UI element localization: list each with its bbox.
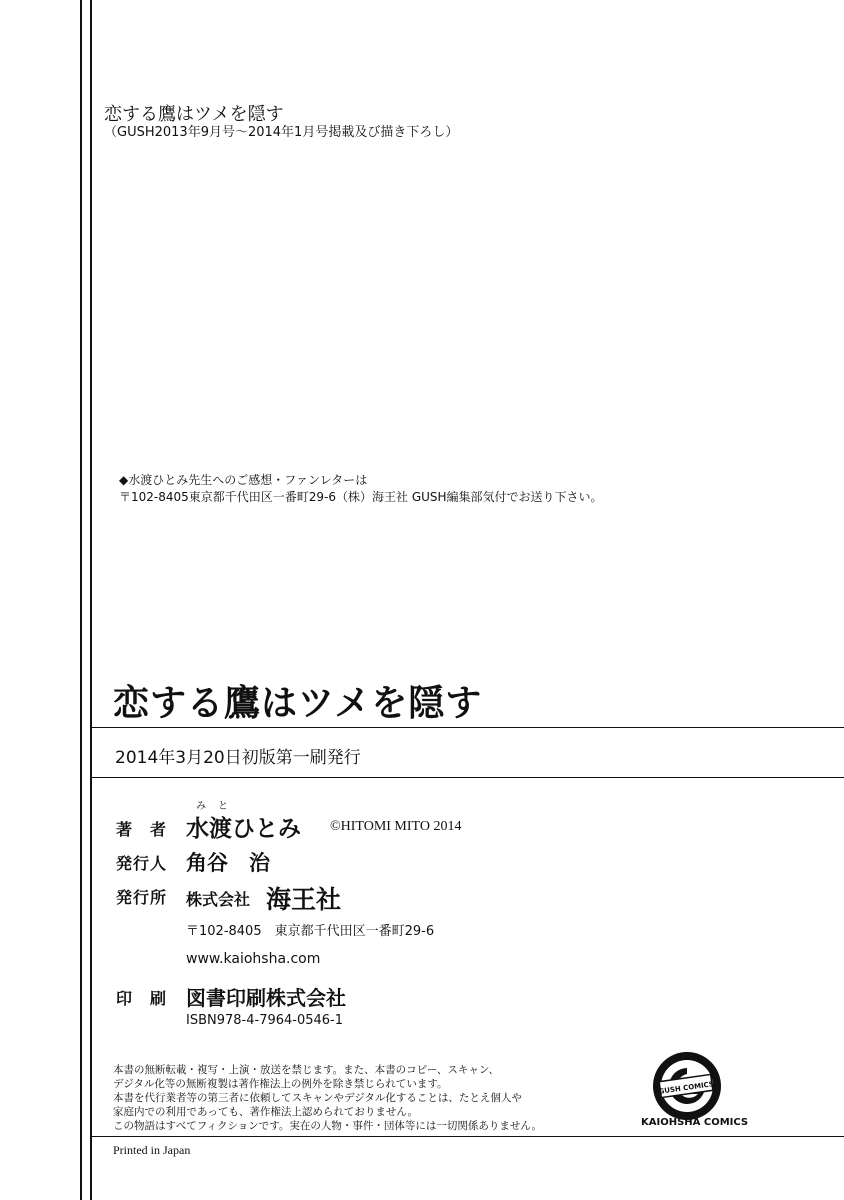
title-divider [90, 727, 844, 728]
left-border-inner [90, 0, 92, 1200]
legal-notice: 本書を代行業者等の第三者に依頼してスキャンやデジタル化することは、たとえ個人や [113, 1092, 522, 1104]
left-border-outer [80, 0, 82, 1200]
issuer-name: 海王社 [266, 885, 342, 914]
author-ruby: みと [196, 801, 240, 812]
publisher-name: 角谷 治 [186, 851, 270, 875]
serialization-note: （GUSH2013年9月号〜2014年1月号掲載及び描き下ろし） [104, 125, 459, 140]
edition-date: 2014年3月20日初版第一刷発行 [115, 748, 361, 768]
kaiohsha-comics-label: KAIOHSHA COMICS [641, 1117, 749, 1128]
work-title: 恋する鷹はツメを隠す [104, 104, 284, 125]
colophon-title: 恋する鷹はツメを隠す [113, 683, 483, 724]
logo-emblem-text: GUSH COMICS [658, 1080, 715, 1096]
issuer-address: 〒102-8405 東京都千代田区一番町29-6 [186, 924, 435, 939]
publisher-website: www.kaiohsha.com [186, 951, 321, 967]
legal-notice: デジタル化等の無断複製は著作権法上の例外を除き禁じられています。 [113, 1078, 448, 1090]
issuer-label: 発行所 [116, 888, 168, 907]
issuer-prefix: 株式会社 [186, 890, 251, 909]
printer-name: 図書印刷株式会社 [186, 986, 346, 1010]
publisher-label: 発行人 [116, 854, 168, 873]
legal-notice: 家庭内での利用であっても、著作権法上認められておりません。 [113, 1106, 419, 1118]
footer-divider [90, 1136, 844, 1137]
isbn: ISBN978-4-7964-0546-1 [186, 1013, 344, 1028]
legal-notice: 本書の無断転載・複写・上演・放送を禁じます。また、本書のコピー、スキャン、 [113, 1064, 499, 1076]
printed-in-label: Printed in Japan [113, 1143, 191, 1157]
printer-label: 印 刷 [116, 989, 168, 1008]
copyright-notice: ©HITOMI MITO 2014 [330, 819, 462, 834]
edition-divider [90, 777, 844, 778]
fan-letter-heading: ◆水渡ひとみ先生へのご感想・ファンレターは [119, 473, 368, 487]
author-label: 著 者 [116, 820, 168, 839]
author-name: 水渡ひとみ [186, 816, 301, 842]
legal-notice: この物語はすべてフィクションです。実在の人物・事件・団体等には一切関係ありません。 [113, 1120, 543, 1132]
fan-letter-address: 〒102-8405東京都千代田区一番町29-6（株）海王社 GUSH編集部気付でお送り下さい。 [119, 490, 603, 504]
